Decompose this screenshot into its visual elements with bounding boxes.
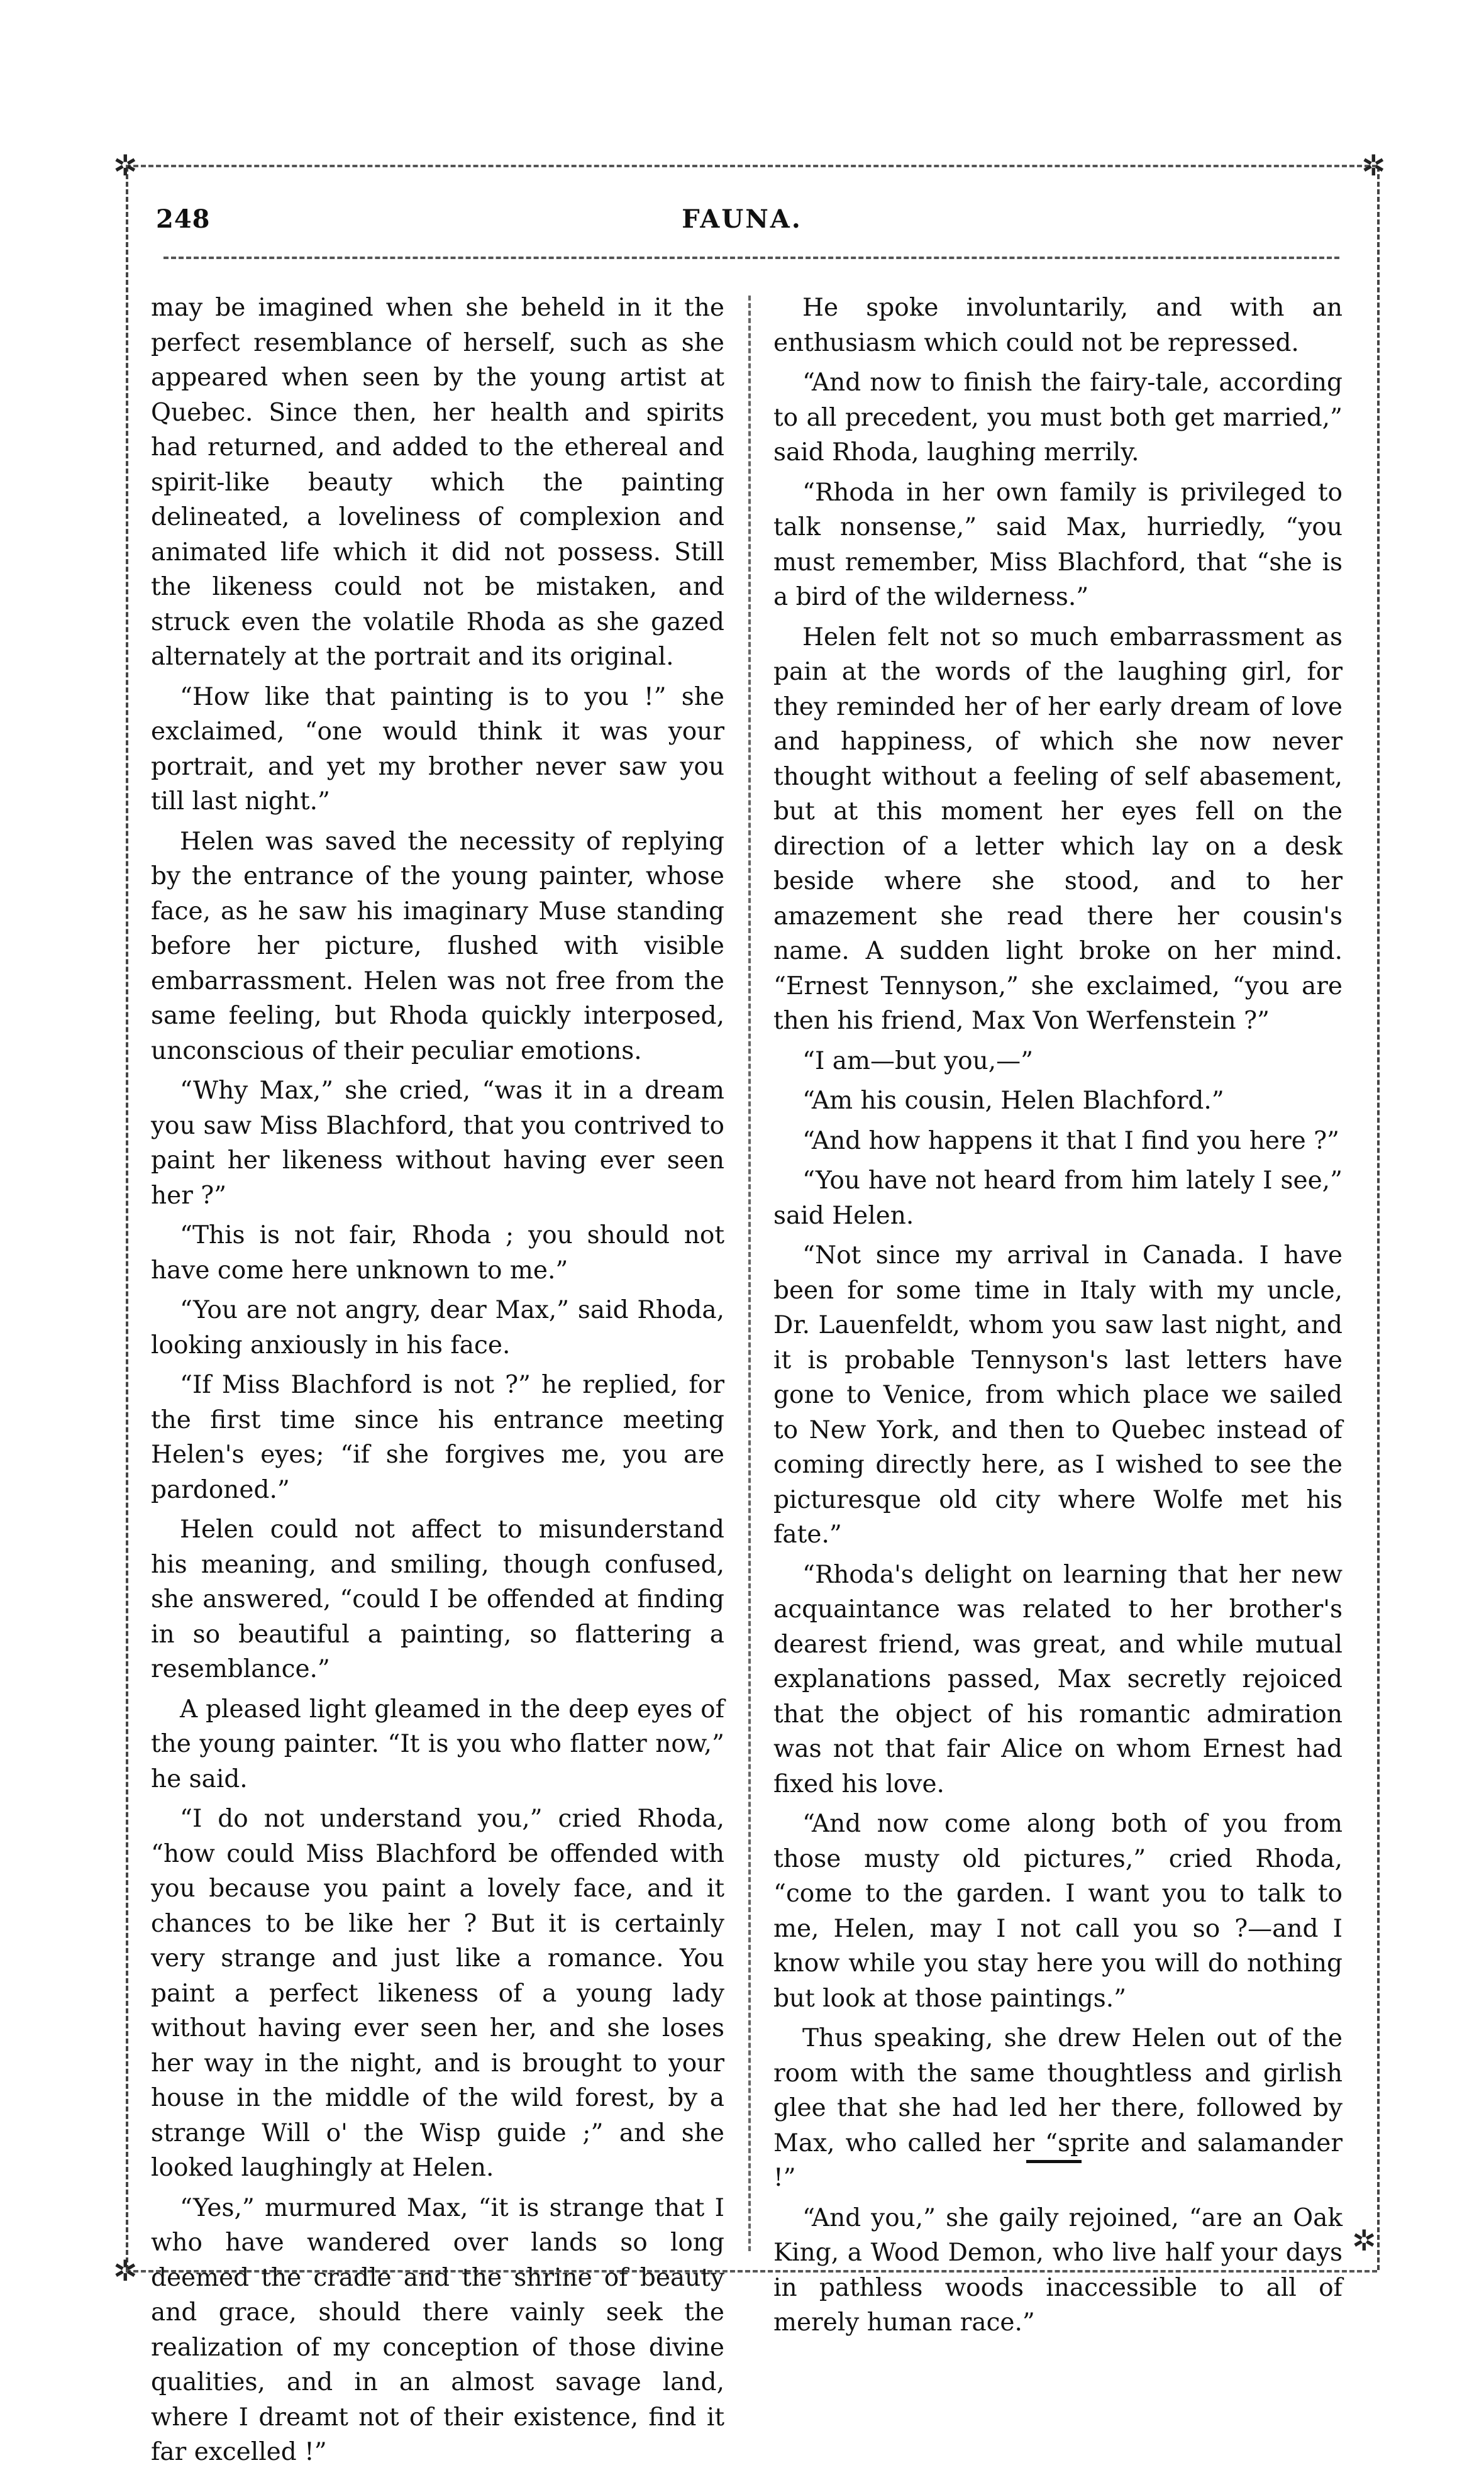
running-head: FAUNA.: [682, 204, 802, 234]
paragraph: “Rhoda's delight on learning that her new acquaintance was related to her brother's dearest friend, was great, and while mutual explanations passed, Max secretly rejoiced that the object of his romantic admiration was not that fair Alice on whom Ernest had fixed his love.: [773, 1560, 1343, 1798]
corner-ornament-icon: ✲: [1361, 148, 1386, 182]
paragraph: “Am his cousin, Helen Blachford.”: [802, 1087, 1224, 1115]
paragraph: He spoke involuntarily, and with an enthusiasm which could not be repressed.: [773, 294, 1343, 357]
paragraph: A pleased light gleamed in the deep eyes of the young painter. “It is you who flatter now,” he said.: [151, 1695, 724, 1793]
paragraph: “Not since my arrival in Canada. I have been for some time in Italy with my uncle, Dr. Lauenfeldt, whom you saw last night, and it is probable Tennyson's last letters have gone to Venice, from which place we sailed to New York, and then to Quebec instead of coming directly here, as I wished to see the picturesque old city where Wolfe met his fate.”: [773, 1241, 1343, 1549]
frame-right-border: [1377, 167, 1383, 2270]
paragraph: “This is not fair, Rhoda ; you should not have come here unknown to me.”: [151, 1221, 724, 1285]
frame-left-border: [126, 167, 132, 2270]
paragraph: “You are not angry, dear Max,” said Rhoda, looking anxiously in his face.: [151, 1296, 724, 1359]
corner-ornament-icon: ✲: [113, 2254, 138, 2288]
right-column: [773, 291, 1343, 2345]
left-column: [151, 291, 724, 2475]
paragraph: “If Miss Blachford is not ?” he replied, for the first time since his entrance meeting Helen's eyes; “if she forgives me, you are pardoned.”: [151, 1371, 724, 1504]
header-rule: [163, 257, 1339, 259]
section-end-rule: [1026, 2160, 1082, 2163]
paragraph: “And how happens it that I find you here ?”: [802, 1126, 1339, 1155]
paragraph: “I am—but you,—”: [802, 1046, 1034, 1075]
paragraph: “And you,” she gaily rejoined, “are an Oak King, a Wood Demon, who live half your days in pathless woods inaccessible to all of merely human race.”: [773, 2203, 1343, 2337]
paragraph: “And now to finish the fairy-tale, according to all precedent, you must both get married,” said Rhoda, laughing merrily.: [773, 368, 1343, 467]
paragraph: Thus speaking, she drew Helen out of the room with the same thoughtless and girlish glee that she had led her there, followed by Max, who called her “sprite and salamander !”: [773, 2024, 1343, 2192]
paragraph: “I do not understand you,” cried Rhoda, “how could Miss Blachford be offended with you because you paint a lovely face, and it chances to be like her ? But it is certainly very strange and just like a romance. You paint a perfect likeness of a young lady without having ever seen her, and she loses her way in the night, and is brought to your house in the middle of the wild forest, by a strange Will o' the Wisp guide ;” and she looked laughingly at Helen.: [151, 1805, 724, 2182]
corner-ornament-icon: ✲: [1352, 2223, 1376, 2257]
paragraph: Helen felt not so much embarrassment as pain at the words of the laughing girl, for they reminded her of her early dream of love and happiness, of which she now never thought without a feeling of self abasement, but at this moment her eyes fell on the direction of a letter which lay on a desk beside where she stood, and to her amazement she read there her cousin's name. A sudden light broke on her mind. “Ernest Tennyson,” she exclaimed, “you are then his friend, Max Von Werfenstein ?”: [773, 623, 1343, 1035]
corner-ornament-icon: ✲: [113, 148, 138, 182]
paragraph: may be imagined when she beheld in it the perfect resemblance of herself, such as she appeared when seen by the young artist at Quebec. Since then, her health and spirits had returned, and added to the ethereal and spirit-like beauty which the painting delineated, a loveliness of complexion and animated life which it did not possess. Still the likeness could not be mistaken, and struck even the volatile Rhoda as she gazed alternately at the portrait and its original.: [151, 294, 724, 671]
paragraph: “And now come along both of you from those musty old pictures,” cried Rhoda, “come to the garden. I want you to talk to me, Helen, may I not call you so ?—and I know while you stay here you will do nothing but look at those paintings.”: [773, 1810, 1343, 2013]
page-number: 248: [156, 204, 211, 234]
paragraph: “You have not heard from him lately I see,” said Helen.: [773, 1166, 1343, 1230]
paragraph: “Yes,” murmured Max, “it is strange that I who have wandered over lands so long deemed the cradle and the shrine of beauty and grace, should there vainly seek the realization of my conception of those divine qualities, and in an almost savage land, where I dreamt not of their existence, find it far excelled !”: [151, 2193, 724, 2466]
frame-top-border: [126, 165, 1377, 167]
paragraph: “How like that painting is to you !” she exclaimed, “one would think it was your portrait, and yet my brother never saw you till last night.”: [151, 682, 724, 816]
paragraph: Helen was saved the necessity of replying by the entrance of the young painter, whose face, as he saw his imaginary Muse standing before her picture, flushed with visible embarrassment. Helen was not free from the same feeling, but Rhoda quickly interposed, unconscious of their peculiar emotions.: [151, 827, 724, 1065]
paragraph: “Rhoda in her own family is privileged to talk nonsense,” said Max, hurriedly, “you must remember, Miss Blachford, that “she is a bird of the wilderness.”: [773, 478, 1343, 611]
paragraph: Helen could not affect to misunderstand his meaning, and smiling, though confused, she answered, “could I be offended at finding in so beautiful a painting, so flattering a resemblance.”: [151, 1515, 724, 1683]
column-divider: [748, 296, 751, 2251]
paragraph: “Why Max,” she cried, “was it in a dream you saw Miss Blachford, that you contrived to paint her likeness without having ever seen her ?”: [151, 1077, 724, 1210]
